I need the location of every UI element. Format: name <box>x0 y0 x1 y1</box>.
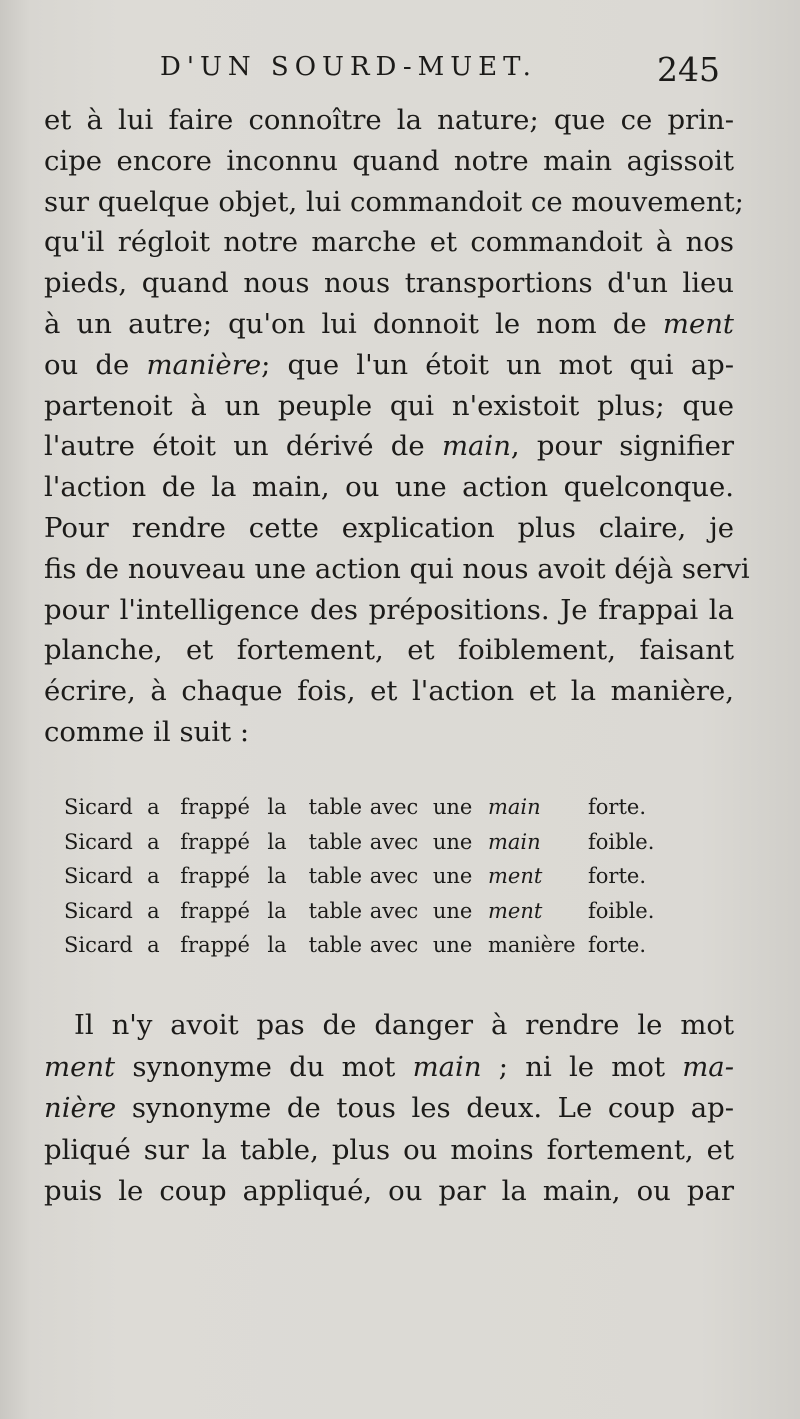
example-means: manière <box>487 933 576 957</box>
italic-word: ment <box>44 1050 116 1083</box>
example-intensity: foible. <box>588 829 655 854</box>
text-line: l'action de la main, ou une action quelconque. <box>44 471 734 504</box>
example-word: une <box>432 898 473 923</box>
text-line: sur quelque objet, lui commandoit ce mouvement; <box>44 185 744 218</box>
example-verb: frappé <box>180 795 250 819</box>
example-sentence <box>64 928 584 963</box>
text-segment: ; que l'un étoit un mot qui ap- <box>261 348 735 381</box>
italic-word: ma- <box>682 1050 734 1083</box>
example-word: la <box>267 864 287 888</box>
running-head <box>160 52 720 96</box>
text-line: Il n'y avoit pas de danger à rendre le mot <box>74 1009 734 1041</box>
example-subject: Sicard <box>64 898 133 923</box>
example-verb: frappé <box>180 829 250 854</box>
italic-word: manière <box>146 348 262 381</box>
example-word: une <box>432 795 473 819</box>
text-segment: ; ni le mot <box>498 1050 665 1083</box>
text-line <box>44 1088 734 1130</box>
example-word: une <box>432 864 473 888</box>
example-word: table <box>308 933 363 957</box>
example-word: la <box>267 829 287 854</box>
example-means: main <box>487 829 541 854</box>
example-sentence <box>64 825 584 860</box>
example-word: a <box>147 829 160 854</box>
example-word: une <box>432 829 473 854</box>
text-line <box>44 1047 734 1089</box>
example-word: a <box>147 864 160 888</box>
text-segment: à un autre; qu'on lui donnoit le nom de <box>44 307 647 340</box>
text-segment: l'autre étoit un dérivé de <box>44 430 425 463</box>
example-word: la <box>267 933 287 957</box>
text-line: fis de nouveau une action qui nous avoit déjà servi <box>44 552 750 585</box>
text-segment: synonyme de tous les deux. Le coup ap- <box>131 1092 734 1124</box>
text-segment: , pour signifier <box>510 430 734 463</box>
example-word: avec <box>369 829 419 854</box>
example-intensity: forte. <box>588 864 646 888</box>
text-line: pour l'intelligence des prépositions. Je frappai la <box>44 593 734 626</box>
example-intensity: foible. <box>588 898 655 923</box>
example-word: table <box>308 829 363 854</box>
example-row <box>64 894 684 929</box>
italic-word: main <box>412 1050 482 1083</box>
example-word: la <box>267 795 287 819</box>
example-subject: Sicard <box>64 864 133 888</box>
text-line: pieds, quand nous nous transportions d'un lieu <box>44 267 734 300</box>
text-line: et à lui faire connoître la nature; que ce prin- <box>44 104 734 136</box>
example-row <box>64 859 684 894</box>
example-sentences <box>64 790 684 963</box>
example-word: table <box>308 898 363 923</box>
text-line: qu'il régloit notre marche et commandoit à nos <box>44 226 734 259</box>
text-line <box>44 304 734 345</box>
example-verb: frappé <box>180 898 250 923</box>
example-verb: frappé <box>180 933 250 957</box>
example-intensity: forte. <box>588 933 646 957</box>
example-intensity: forte. <box>588 795 646 819</box>
text-line: pliqué sur la table, plus ou moins fortement, et <box>44 1133 734 1166</box>
example-subject: Sicard <box>64 795 133 819</box>
example-word: table <box>308 795 363 819</box>
example-word: table <box>308 864 363 888</box>
text-line: Pour rendre cette explication plus claire, je <box>44 511 734 544</box>
example-verb: frappé <box>180 864 250 888</box>
example-word: a <box>147 933 160 957</box>
text-segment: ou de <box>44 348 130 381</box>
example-word: la <box>267 898 287 923</box>
text-line: planche, et fortement, et foiblement, faisant <box>44 634 734 667</box>
running-title: D'UN SOURD-MUET. <box>160 52 537 82</box>
italic-word: main <box>441 430 511 463</box>
example-subject: Sicard <box>64 933 133 957</box>
italic-word: ment <box>662 307 734 340</box>
example-word: avec <box>369 933 419 957</box>
example-means: ment <box>487 898 543 923</box>
page-number: 245 <box>657 50 720 89</box>
example-row <box>64 825 684 860</box>
text-line: partenoit à un peuple qui n'existoit plus; que <box>44 389 734 422</box>
example-means: ment <box>487 864 543 888</box>
example-sentence <box>64 790 584 825</box>
example-row <box>64 928 684 963</box>
text-line <box>44 345 734 386</box>
example-subject: Sicard <box>64 829 133 854</box>
example-row <box>64 790 684 825</box>
example-sentence <box>64 894 584 929</box>
example-word: avec <box>369 898 419 923</box>
example-sentence <box>64 859 584 894</box>
example-word: avec <box>369 795 419 819</box>
example-means: main <box>487 795 541 819</box>
paragraph-1 <box>44 100 750 753</box>
example-word: a <box>147 795 160 819</box>
example-word: a <box>147 898 160 923</box>
italic-word: nière <box>44 1092 117 1124</box>
text-line <box>44 426 734 467</box>
example-word: une <box>432 933 473 957</box>
text-line: comme il suit : <box>44 715 250 748</box>
example-word: avec <box>369 864 419 888</box>
text-segment: synonyme du mot <box>132 1050 396 1083</box>
paragraph-2 <box>44 1005 734 1213</box>
text-line: écrire, à chaque fois, et l'action et la manière, <box>44 675 734 708</box>
text-line: cipe encore inconnu quand notre main agissoit <box>44 144 734 177</box>
text-line: puis le coup appliqué, ou par la main, ou par <box>44 1175 734 1207</box>
